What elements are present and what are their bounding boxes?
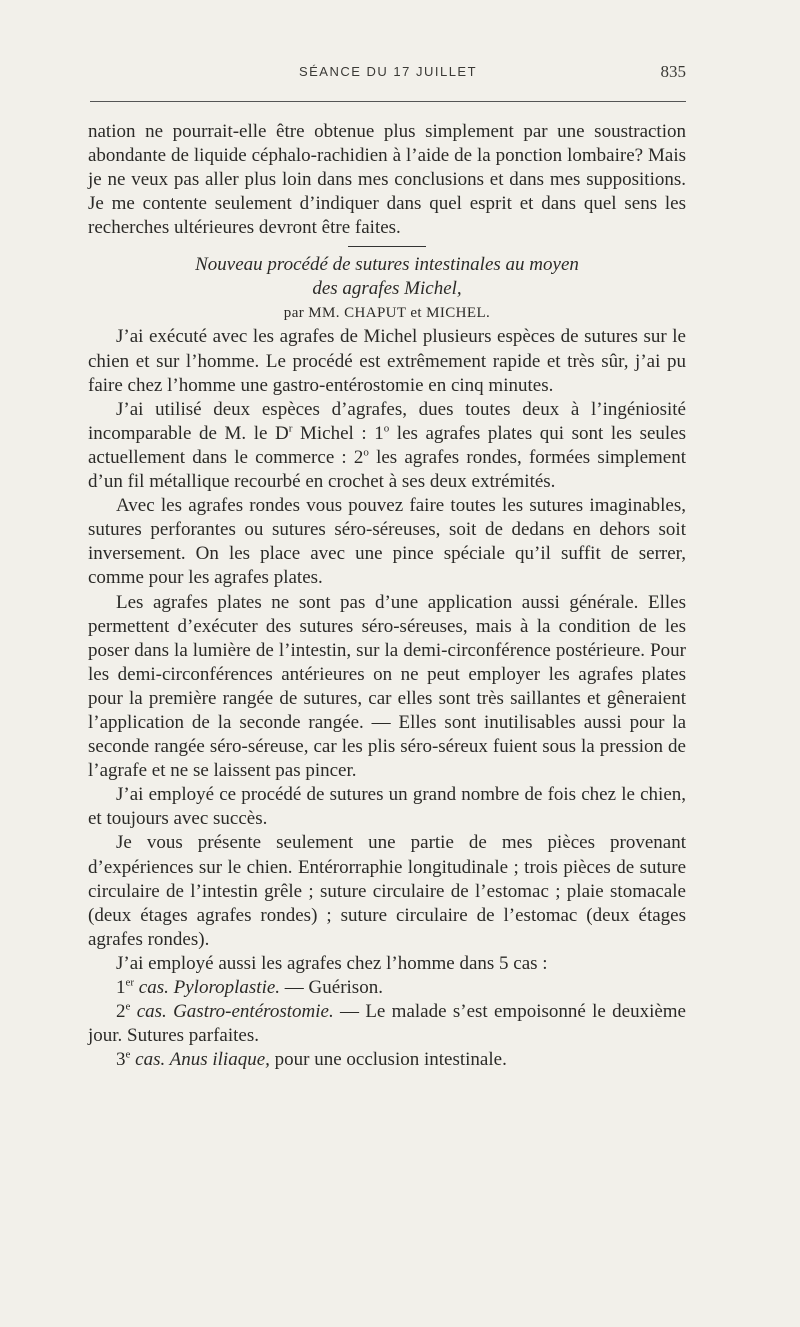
paragraph: Avec les agrafes rondes vous pouvez faire toutes les sutures imaginables, sutures perforantes ou sutures séro-séreuses, soit de dedans en dehors soit inversement. On les place avec une pince spéciale qu’il suffit de serrer, comme pour les agrafes plates. <box>88 495 686 589</box>
paragraph: Je vous présente seulement une partie de mes pièces provenant d’expériences sur le chien. Entérorraphie longitudinale ; trois pièces de suture circulaire de l’intestin grêle ; suture circulaire de l’estomac ; plaie stomacale (deux étages agrafes rondes) ; suture circulaire de l’estomac (deux étages agrafes rondes). <box>88 832 686 950</box>
article-title-line-2: des agrafes Michel, <box>312 278 462 300</box>
paragraph: J’ai employé aussi les agrafes chez l’homme dans 5 cas : <box>116 952 548 974</box>
paragraph: nation ne pourrait-elle être obtenue plus simplement par une soustraction abondante de liquide céphalo-rachidien à l’aide de la ponction lombaire? Mais je ne veux pas aller plus loin dans mes conclusions et dans mes suppositions. Je me contente seulement d’indiquer dans quel esprit et dans quel sens les recherches ultérieures devront être faites. <box>88 121 686 239</box>
running-head: SÉANCE DU 17 JUILLET <box>298 64 478 79</box>
header-rule <box>90 101 686 102</box>
paragraph: J’ai utilisé deux espèces d’agrafes, dues toutes deux à l’ingéniosité incomparable de M. le $D^r$ Michel : 1$^o$ les agrafes plates qui sont les seules actuellement dans le commerce : 2$^o$ les agrafes rondes, formées simplement d’un fil métallique recourbé en crochet à ses deux extrémités. <box>88 398 687 493</box>
case-item: 1er cas. Pyloroplastie. — Guérison. <box>116 976 383 998</box>
section-separator-rule <box>348 246 426 247</box>
body-text <box>88 120 686 1072</box>
article-title-line-1: Nouveau procédé de sutures intestinales au moyen <box>195 254 579 276</box>
case-item: 3e cas. Anus iliaque, pour une occlusion intestinale. <box>116 1048 507 1071</box>
case-item: 2e cas. Gastro-entérostomie. — Le malade s’est empoisonné le deuxième jour. Sutures parfaites. <box>88 1000 686 1047</box>
paragraph: J’ai employé ce procédé de sutures un grand nombre de fois chez le chien, et toujours avec succès. <box>88 784 686 830</box>
page-header <box>90 64 686 94</box>
page-number: 835 <box>660 62 686 81</box>
paragraph: Les agrafes plates ne sont pas d’une application aussi générale. Elles permettent d’exécuter des sutures séro-séreuses, mais à la condition de les poser dans la lumière de l’intestin, sur la demi-circonférence postérieure. Pour les demi-circonférences antérieures on ne peut employer les agrafes plates pour la première rangée de sutures, car elles sont très saillantes et gêneraient l’application de la seconde rangée. — Elles sont inutilisables aussi pour la seconde rangée séro-séreuse, car les plis séro-séreux fuient sous la pression de l’agrafe et ne se laissent pas pincer. <box>88 591 686 782</box>
paragraph: J’ai exécuté avec les agrafes de Michel plusieurs espèces de sutures sur le chien et sur l’homme. Le procédé est extrêmement rapide et très sûr, j’ai pu faire chez l’homme une gastro-entérostomie en cinq minutes. <box>88 326 686 396</box>
article-authors: par MM. CHAPUT et MICHEL. <box>283 305 491 322</box>
